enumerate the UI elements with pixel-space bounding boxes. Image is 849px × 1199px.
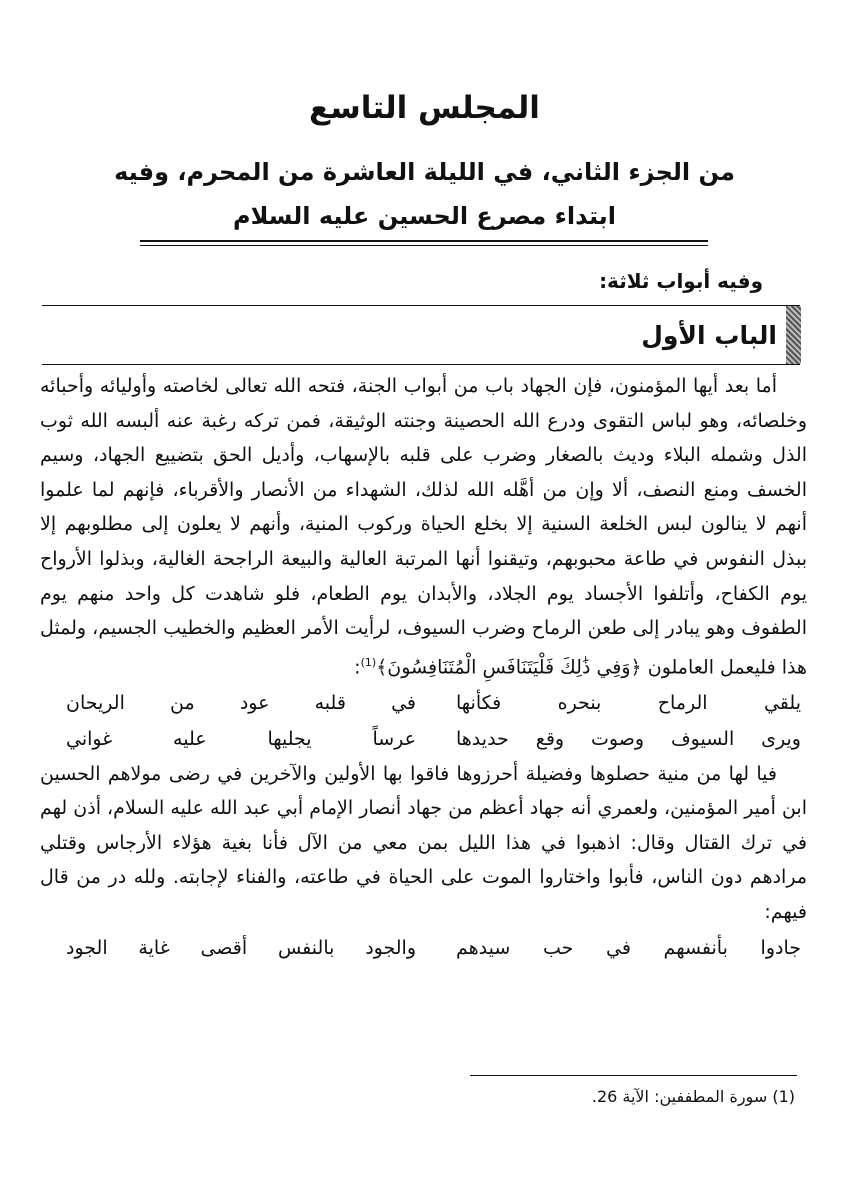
quran-verse: ﴿وَفِي ذَٰلِكَ فَلْيَتَنَافَسِ الْمُتَنَافِسُونَ﴾: [376, 656, 642, 679]
footnote: [592, 1083, 795, 1111]
poem-verse-3: [40, 930, 807, 966]
chapter-title: الباب الأول: [641, 321, 777, 350]
poem-verse-2: [40, 721, 807, 757]
poem-verse-1: [40, 685, 807, 721]
verse-3-hemistich-1: جادوا بأنفسهم في حب سيدهم: [456, 936, 801, 959]
footnote-rule: [470, 1075, 797, 1076]
subtitle-line-1: من الجزء الثاني، في الليلة العاشرة من المحرم، وفيه: [114, 158, 735, 186]
footnote-reference[interactable]: (1): [360, 655, 377, 669]
paragraph-1-text: أما بعد أيها المؤمنون، فإن الجهاد باب من أبواب الجنة، فتحه الله تعالى لخاصته وأوليائه وأحبائه وخلصائه، وهو لباس التقوى ودرع الله الحصينة وجنته الوثيقة، فمن تركه رغبة عنه ألبسه الله ثوب الذل وشمله البلاء وديث بالصغار وضرب على قلبه بالإسهاب، وأديل الحق بتضييع الجهاد، وسيم الخسف ومنع النصف، ألا وإن من أهَّله الله لذلك، الشهداء من الأنصار والأقرباء، فإنهم لما علموا أنهم لا ينالون لبس الخلعة السنية إلا بخلع الحياة وركوب المنية، وأنهم لا يعلون إلى مطلوبهم إلا ببذل النفوس في طاعة محبوبهم، وتيقنوا أنها المرتبة العالية والبيعة الراجحة الغالية، وبذلوا الأرواح يوم الكفاح، وأتلفوا الأجساد يوم الجلاد، والأبدان يوم الطعام، فلو شاهدت كل واحد منهم يوم الطفوف وهو يبادر إلى طعن الرماح وضرب السيوف، لرأيت الأمر العظيم والخطيب الجسيم، ولمثل هذا فليعمل العاملون: [40, 375, 807, 679]
footnote-number: (1): [772, 1087, 795, 1106]
colon: :: [354, 656, 361, 679]
verse-2-hemistich-2: عرساً يجليها عليه غواني: [66, 727, 416, 750]
footnote-text: سورة المطففين: الآية 26.: [591, 1087, 768, 1106]
paragraph-2: فيا لها من منية حصلوها وفضيلة أحرزوها فاقوا بها الأولين والآخرين في رضى مولاهم الحسين ابن أمير المؤمنين، ولعمري أنه جهاد أعظم من جهاد أنصار الإمام أبي عبد الله عليه السلام، أذن لهم في ترك القتال وقال: اذهبوا في هذا الليل بمن معي من الآل فأنا بغية هؤلاء الأرجاس وقتلي مرادهم دون الناس، فأبوا واختاروا الموت على الحياة في طاعته، والفناء لإجابته. ولله در من قال فيهم:: [40, 762, 807, 924]
page-subtitle: [0, 150, 849, 238]
title-divider: [140, 240, 708, 246]
chapter-marker: [786, 306, 801, 364]
paragraph-1: [40, 369, 807, 685]
intro-text: وفيه أبواب ثلاثة:: [599, 269, 763, 293]
body-text: [40, 369, 807, 966]
page-title: المجلس التاسع: [309, 90, 540, 126]
verse-1-hemistich-2: في قلبه عود من الريحان: [66, 691, 416, 714]
chapter-bottom-rule: [42, 364, 800, 365]
verse-3-hemistich-2: والجود بالنفس أقصى غاية الجود: [66, 936, 416, 959]
subtitle-line-2: ابتداء مصرع الحسين عليه السلام: [232, 202, 616, 230]
verse-1-hemistich-1: يلقي الرماح بنحره فكأنها: [456, 691, 801, 714]
verse-2-hemistich-1: ويرى السيوف وصوت وقع حديدها: [456, 727, 801, 750]
chapter-top-rule: [42, 305, 800, 306]
